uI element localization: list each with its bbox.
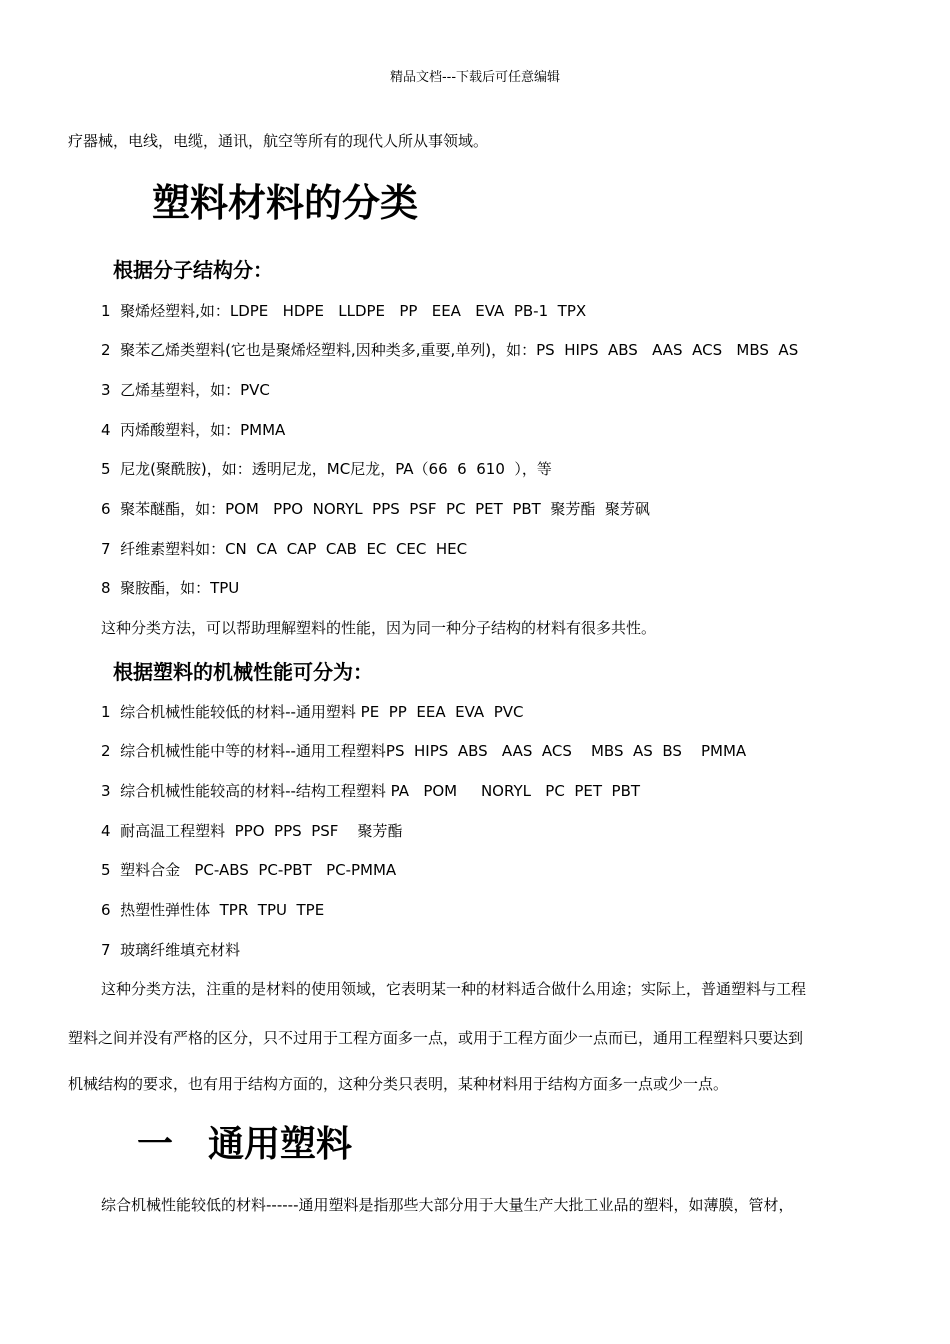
list-item: 7 纤维素塑料如：CN CA CAP CAB EC CEC HEC xyxy=(101,540,468,558)
list-item: 7 玻璃纤维填充材料 xyxy=(101,941,241,959)
list-item: 5 尼龙(聚酰胺)，如：透明尼龙，MC尼龙，PA（66 6 610 ），等 xyxy=(101,460,552,478)
list-item: 2 聚苯乙烯类塑料(它也是聚烯烃塑料,因种类多,重要,单列)，如：PS HIPS ABS AAS ACS MBS AS xyxy=(101,341,799,359)
intro-line: 疗器械，电线，电缆，通讯，航空等所有的现代人所从事领域。 xyxy=(68,132,489,150)
page-header: 精品文档---下载后可任意编辑 xyxy=(389,70,561,85)
list-item: 3 综合机械性能较高的材料--结构工程塑料 PA POM NORYL PC PET PBT xyxy=(101,782,641,800)
list-item: 1 综合机械性能较低的材料--通用塑料 PE PP EEA EVA PVC xyxy=(101,703,524,721)
section-title: 通用塑料 xyxy=(208,1124,353,1165)
section-number: 一 xyxy=(137,1124,174,1165)
list-item: 4 丙烯酸塑料，如：PMMA xyxy=(101,421,286,439)
paragraph-line: 机械结构的要求，也有用于结构方面的，这种分类只表明，某种材料用于结构方面多一点或少一点。 xyxy=(68,1075,729,1093)
section-heading-molecular: 根据分子结构分： xyxy=(113,258,273,282)
list-item: 6 热塑性弹性体 TPR TPU TPE xyxy=(101,901,325,919)
paragraph-line: 这种分类方法，注重的是材料的使用领域，它表明某一种的材料适合做什么用途；实际上，普通塑料与工程 xyxy=(101,980,807,998)
list-item: 3 乙烯基塑料，如：PVC xyxy=(101,381,270,399)
page-title: 塑料材料的分类 xyxy=(152,181,419,225)
paragraph-line: 塑料之间并没有严格的区分，只不过用于工程方面多一点，或用于工程方面少一点而已，通用工程塑料只要达到 xyxy=(68,1029,804,1047)
list-item: 2 综合机械性能中等的材料--通用工程塑料PS HIPS ABS AAS ACS MBS AS BS PMMA xyxy=(101,742,747,760)
section-heading-mechanical: 根据塑料的机械性能可分为： xyxy=(113,660,373,684)
list-item: 4 耐高温工程塑料 PPO PPS PSF 聚芳酯 xyxy=(101,822,403,840)
list-item: 6 聚苯醚酯，如：POM PPO NORYL PPS PSF PC PET PBT 聚芳酯 聚芳砜 xyxy=(101,500,650,518)
list-item: 5 塑料合金 PC-ABS PC-PBT PC-PMMA xyxy=(101,861,397,879)
list-item: 8 聚胺酯，如：TPU xyxy=(101,579,240,597)
section-text: 综合机械性能较低的材料------通用塑料是指那些大部分用于大量生产大批工业品的塑料，如薄膜，管材， xyxy=(101,1196,794,1214)
classification-note: 这种分类方法，可以帮助理解塑料的性能，因为同一种分子结构的材料有很多共性。 xyxy=(101,619,657,637)
list-item: 1 聚烯烃塑料,如：LDPE HDPE LLDPE PP EEA EVA PB-1 TPX xyxy=(101,302,587,320)
